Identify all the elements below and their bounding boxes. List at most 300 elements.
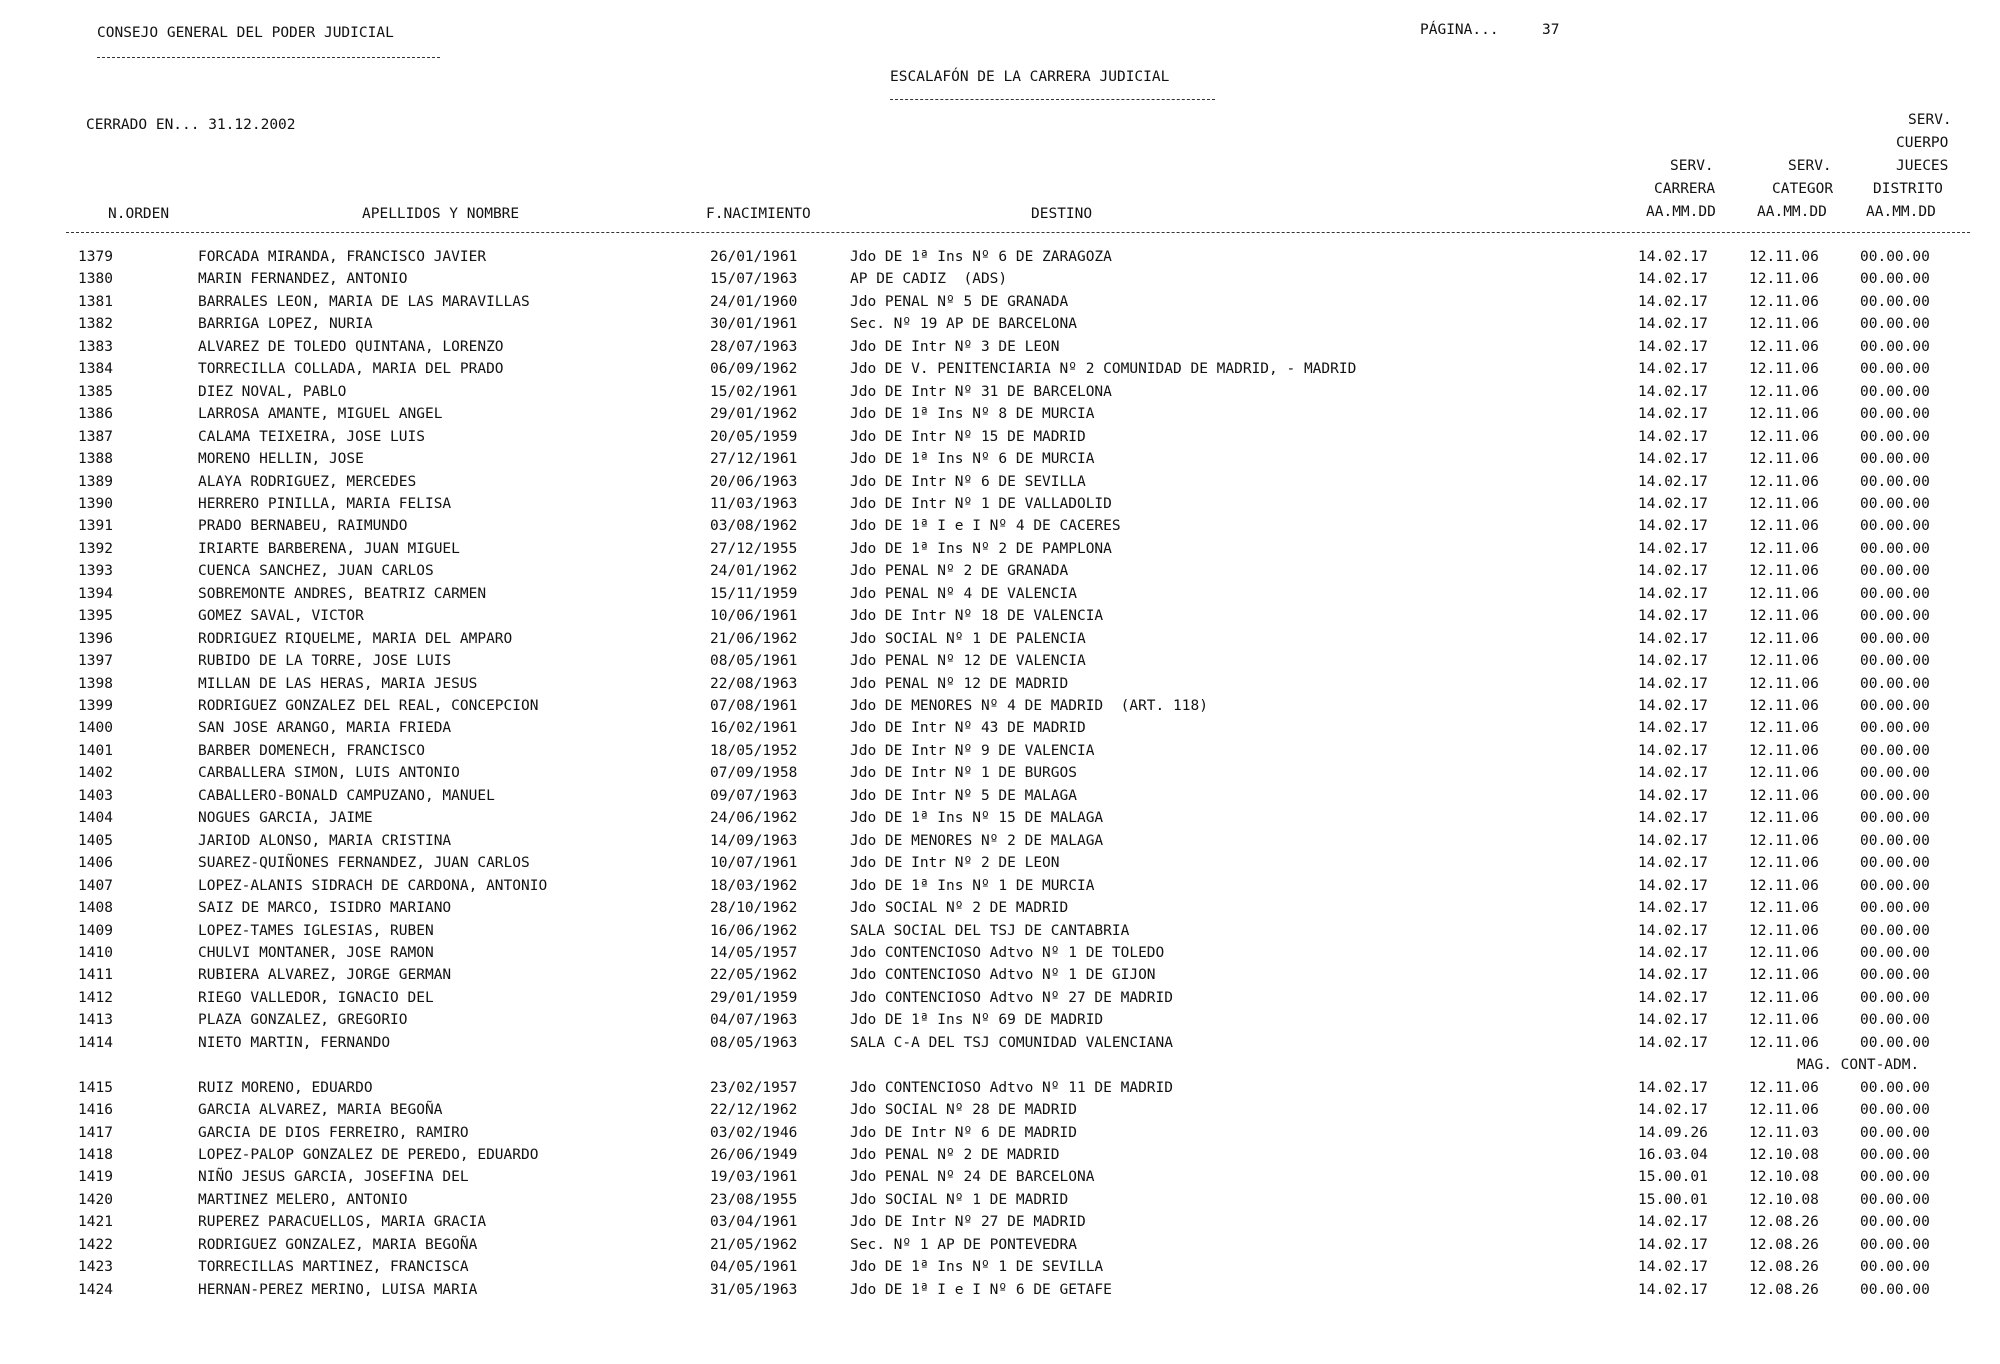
- row-name: RUBIDO DE LA TORRE, JOSE LUIS: [198, 653, 452, 670]
- row-serv-distrito: 00.00.00: [1860, 742, 1930, 759]
- row-name: RUBIERA ALVAREZ, JORGE GERMAN: [198, 967, 452, 984]
- row-name: GOMEZ SAVAL, VICTOR: [198, 608, 364, 625]
- row-serv-categor: 12.11.03: [1749, 1124, 1819, 1141]
- row-number: 1398: [78, 675, 113, 692]
- row-name: LOPEZ-ALANIS SIDRACH DE CARDONA, ANTONIO: [198, 877, 548, 894]
- row-birth-date: 08/05/1963: [710, 1034, 798, 1051]
- row-serv-categor: 12.11.06: [1749, 944, 1819, 961]
- row-serv-distrito: 00.00.00: [1860, 877, 1930, 894]
- row-serv-distrito: 00.00.00: [1860, 900, 1930, 917]
- row-serv-carrera: 14.02.17: [1638, 810, 1708, 827]
- row-birth-date: 15/11/1959: [710, 585, 798, 602]
- row-destination: Jdo DE Intr Nº 43 DE MADRID: [850, 720, 1086, 737]
- table-row: [0, 719, 2000, 737]
- row-serv-carrera: 14.02.17: [1638, 1281, 1708, 1298]
- row-destination: Jdo SOCIAL Nº 28 DE MADRID: [850, 1102, 1077, 1119]
- col-header-destino: DESTINO: [1031, 206, 1093, 222]
- row-serv-categor: 12.11.06: [1749, 1012, 1819, 1029]
- row-serv-distrito: 00.00.00: [1860, 1124, 1930, 1141]
- row-birth-date: 08/05/1961: [710, 653, 798, 670]
- row-destination: Jdo DE Intr Nº 2 DE LEON: [850, 855, 1060, 872]
- row-name: RODRIGUEZ GONZALEZ, MARIA BEGOÑA: [198, 1236, 478, 1253]
- row-number: 1396: [78, 630, 113, 647]
- row-destination: Jdo DE Intr Nº 1 DE VALLADOLID: [850, 495, 1112, 512]
- row-serv-distrito: 00.00.00: [1860, 1214, 1930, 1231]
- row-number: 1399: [78, 698, 113, 714]
- table-row: [0, 1034, 2000, 1074]
- row-serv-distrito: 00.00.00: [1860, 1079, 1930, 1096]
- row-serv-carrera: 14.02.17: [1638, 832, 1708, 849]
- row-serv-categor: 12.11.06: [1749, 271, 1819, 288]
- row-serv-distrito: 00.00.00: [1860, 495, 1930, 512]
- row-serv-carrera: 14.02.17: [1638, 720, 1708, 737]
- row-serv-distrito: 00.00.00: [1860, 810, 1930, 827]
- row-serv-categor: 12.08.26: [1749, 1214, 1819, 1231]
- table-row: [0, 293, 2000, 311]
- row-number: 1420: [78, 1191, 113, 1208]
- row-serv-categor: 12.11.06: [1749, 675, 1819, 692]
- organization-name: CONSEJO GENERAL DEL PODER JUDICIAL: [97, 25, 394, 41]
- row-note: MAG. CONT-ADM.: [1797, 1057, 1920, 1074]
- row-serv-distrito: 00.00.00: [1860, 271, 1930, 288]
- row-serv-carrera: 14.02.17: [1638, 316, 1708, 333]
- row-birth-date: 24/06/1962: [710, 810, 798, 827]
- row-serv-categor: 12.11.06: [1749, 1034, 1819, 1051]
- row-name: PLAZA GONZALEZ, GREGORIO: [198, 1012, 408, 1029]
- row-destination: Jdo DE 1ª Ins Nº 1 DE SEVILLA: [850, 1259, 1104, 1276]
- col-header-distrito-l4: DISTRITO: [1873, 181, 1943, 197]
- row-number: 1382: [78, 316, 113, 333]
- row-serv-carrera: 14.02.17: [1638, 338, 1708, 355]
- row-serv-carrera: 14.02.17: [1638, 698, 1708, 714]
- row-birth-date: 28/10/1962: [710, 900, 798, 917]
- row-serv-categor: 12.11.06: [1749, 1079, 1819, 1096]
- row-serv-distrito: 00.00.00: [1860, 540, 1930, 557]
- row-serv-carrera: 14.02.17: [1638, 383, 1708, 400]
- row-destination: Jdo SOCIAL Nº 2 DE MADRID: [850, 900, 1069, 917]
- table-row: [0, 787, 2000, 805]
- table-row: [0, 607, 2000, 625]
- row-name: LOPEZ-PALOP GONZALEZ DE PEREDO, EDUARDO: [198, 1147, 539, 1163]
- table-row: [0, 877, 2000, 895]
- table-row: [0, 944, 2000, 962]
- table-row: [0, 630, 2000, 648]
- row-birth-date: 09/07/1963: [710, 787, 798, 804]
- row-number: 1383: [78, 338, 113, 355]
- table-row: [0, 652, 2000, 670]
- row-serv-carrera: 14.02.17: [1638, 675, 1708, 692]
- row-serv-categor: 12.11.06: [1749, 608, 1819, 625]
- row-serv-carrera: 14.02.17: [1638, 1012, 1708, 1029]
- row-birth-date: 24/01/1962: [710, 563, 798, 580]
- row-name: GARCIA DE DIOS FERREIRO, RAMIRO: [198, 1124, 469, 1141]
- row-birth-date: 21/05/1962: [710, 1236, 798, 1253]
- row-serv-carrera: 14.02.17: [1638, 451, 1708, 468]
- title-underline: [890, 99, 1215, 100]
- row-serv-distrito: 00.00.00: [1860, 585, 1930, 602]
- row-serv-carrera: 15.00.01: [1638, 1191, 1708, 1208]
- row-number: 1388: [78, 451, 113, 468]
- row-serv-carrera: 15.00.01: [1638, 1169, 1708, 1186]
- col-header-categor-l3: AA.MM.DD: [1757, 204, 1827, 220]
- row-number: 1407: [78, 877, 113, 894]
- row-birth-date: 26/06/1949: [710, 1147, 798, 1163]
- row-serv-categor: 12.10.08: [1749, 1191, 1819, 1208]
- row-name: IRIARTE BARBERENA, JUAN MIGUEL: [198, 540, 460, 557]
- row-serv-distrito: 00.00.00: [1860, 1147, 1930, 1163]
- row-name: RODRIGUEZ RIQUELME, MARIA DEL AMPARO: [198, 630, 513, 647]
- row-serv-categor: 12.10.08: [1749, 1147, 1819, 1163]
- row-serv-categor: 12.11.06: [1749, 877, 1819, 894]
- row-serv-distrito: 00.00.00: [1860, 293, 1930, 310]
- row-serv-carrera: 14.02.17: [1638, 787, 1708, 804]
- row-serv-carrera: 14.09.26: [1638, 1124, 1708, 1141]
- row-serv-distrito: 00.00.00: [1860, 608, 1930, 625]
- col-header-nacimiento: F.NACIMIENTO: [706, 206, 811, 222]
- row-name: CALAMA TEIXEIRA, JOSE LUIS: [198, 428, 425, 445]
- row-number: 1414: [78, 1034, 113, 1051]
- row-serv-categor: 12.11.06: [1749, 630, 1819, 647]
- row-name: BARRIGA LOPEZ, NURIA: [198, 316, 373, 333]
- row-number: 1392: [78, 540, 113, 557]
- row-destination: Jdo DE 1ª Ins Nº 6 DE MURCIA: [850, 451, 1095, 468]
- row-number: 1397: [78, 653, 113, 670]
- row-name: HERNAN-PEREZ MERINO, LUISA MARIA: [198, 1281, 478, 1298]
- row-birth-date: 26/01/1961: [710, 249, 798, 265]
- row-serv-distrito: 00.00.00: [1860, 249, 1930, 265]
- table-row: [0, 248, 2000, 266]
- row-destination: Jdo CONTENCIOSO Adtvo Nº 11 DE MADRID: [850, 1079, 1174, 1096]
- row-number: 1389: [78, 473, 113, 490]
- row-serv-categor: 12.11.06: [1749, 563, 1819, 580]
- row-number: 1391: [78, 518, 113, 535]
- table-row: [0, 989, 2000, 1007]
- row-serv-distrito: 00.00.00: [1860, 944, 1930, 961]
- row-name: SUAREZ-QUIÑONES FERNANDEZ, JUAN CARLOS: [198, 855, 530, 872]
- row-serv-distrito: 00.00.00: [1860, 630, 1930, 647]
- row-destination: Jdo CONTENCIOSO Adtvo Nº 1 DE TOLEDO: [850, 944, 1165, 961]
- row-serv-carrera: 14.02.17: [1638, 249, 1708, 265]
- row-birth-date: 16/02/1961: [710, 720, 798, 737]
- row-birth-date: 31/05/1963: [710, 1281, 798, 1298]
- row-serv-distrito: 00.00.00: [1860, 1259, 1930, 1276]
- row-destination: SALA SOCIAL DEL TSJ DE CANTABRIA: [850, 922, 1130, 939]
- row-serv-carrera: 14.02.17: [1638, 1259, 1708, 1276]
- row-destination: Jdo PENAL Nº 5 DE GRANADA: [850, 293, 1069, 310]
- document-title: ESCALAFÓN DE LA CARRERA JUDICIAL: [890, 69, 1170, 85]
- row-name: RIEGO VALLEDOR, IGNACIO DEL: [198, 989, 434, 1006]
- row-number: 1423: [78, 1259, 113, 1276]
- table-row: [0, 270, 2000, 288]
- row-number: 1410: [78, 944, 113, 961]
- row-number: 1394: [78, 585, 113, 602]
- row-serv-carrera: 14.02.17: [1638, 1214, 1708, 1231]
- row-serv-distrito: 00.00.00: [1860, 316, 1930, 333]
- row-destination: Jdo DE Intr Nº 5 DE MALAGA: [850, 787, 1077, 804]
- row-serv-distrito: 00.00.00: [1860, 1169, 1930, 1186]
- row-destination: Sec. Nº 19 AP DE BARCELONA: [850, 316, 1077, 333]
- row-name: BARBER DOMENECH, FRANCISCO: [198, 742, 425, 759]
- col-header-orden: N.ORDEN: [108, 206, 170, 222]
- table-row: [0, 764, 2000, 782]
- table-row: [0, 1146, 2000, 1164]
- row-serv-carrera: 14.02.17: [1638, 765, 1708, 782]
- table-row: [0, 1124, 2000, 1142]
- row-destination: Jdo PENAL Nº 24 DE BARCELONA: [850, 1169, 1095, 1186]
- row-destination: Jdo DE Intr Nº 1 DE BURGOS: [850, 765, 1077, 782]
- row-serv-distrito: 00.00.00: [1860, 338, 1930, 355]
- row-serv-distrito: 00.00.00: [1860, 1034, 1930, 1051]
- row-birth-date: 14/09/1963: [710, 832, 798, 849]
- row-serv-categor: 12.11.06: [1749, 316, 1819, 333]
- row-destination: Jdo DE 1ª Ins Nº 69 DE MADRID: [850, 1012, 1104, 1029]
- row-serv-distrito: 00.00.00: [1860, 361, 1930, 378]
- row-birth-date: 22/05/1962: [710, 967, 798, 984]
- row-birth-date: 18/03/1962: [710, 877, 798, 894]
- row-birth-date: 23/02/1957: [710, 1079, 798, 1096]
- row-number: 1417: [78, 1124, 113, 1141]
- row-serv-categor: 12.11.06: [1749, 383, 1819, 400]
- col-header-distrito-l2: CUERPO: [1896, 135, 1949, 151]
- row-birth-date: 18/05/1952: [710, 742, 798, 759]
- table-row: [0, 1258, 2000, 1276]
- row-serv-carrera: 14.02.17: [1638, 563, 1708, 580]
- row-destination: Jdo DE 1ª Ins Nº 6 DE ZARAGOZA: [850, 249, 1112, 265]
- row-birth-date: 30/01/1961: [710, 316, 798, 333]
- row-serv-carrera: 14.02.17: [1638, 406, 1708, 423]
- row-name: CUENCA SANCHEZ, JUAN CARLOS: [198, 563, 434, 580]
- table-row: [0, 315, 2000, 333]
- col-header-nombre: APELLIDOS Y NOMBRE: [362, 206, 520, 222]
- row-birth-date: 10/06/1961: [710, 608, 798, 625]
- row-serv-categor: 12.10.08: [1749, 1169, 1819, 1186]
- row-destination: Jdo PENAL Nº 12 DE VALENCIA: [850, 653, 1086, 670]
- row-name: HERRERO PINILLA, MARIA FELISA: [198, 495, 452, 512]
- row-number: 1419: [78, 1169, 113, 1186]
- row-name: NOGUES GARCIA, JAIME: [198, 810, 373, 827]
- row-destination: Jdo SOCIAL Nº 1 DE PALENCIA: [850, 630, 1086, 647]
- row-destination: Jdo DE Intr Nº 3 DE LEON: [850, 338, 1060, 355]
- row-birth-date: 23/08/1955: [710, 1191, 798, 1208]
- row-destination: Jdo DE 1ª Ins Nº 2 DE PAMPLONA: [850, 540, 1112, 557]
- table-row: [0, 899, 2000, 917]
- row-name: FORCADA MIRANDA, FRANCISCO JAVIER: [198, 249, 487, 265]
- row-serv-distrito: 00.00.00: [1860, 765, 1930, 782]
- org-underline: [97, 57, 440, 58]
- row-serv-carrera: 14.02.17: [1638, 900, 1708, 917]
- row-serv-categor: 12.11.06: [1749, 720, 1819, 737]
- row-birth-date: 03/02/1946: [710, 1124, 798, 1141]
- table-row: [0, 1011, 2000, 1029]
- row-serv-distrito: 00.00.00: [1860, 720, 1930, 737]
- row-birth-date: 27/12/1961: [710, 451, 798, 468]
- col-header-distrito-l1: SERV.: [1908, 112, 1952, 128]
- row-number: 1403: [78, 787, 113, 804]
- table-row: [0, 922, 2000, 940]
- row-birth-date: 20/06/1963: [710, 473, 798, 490]
- row-serv-carrera: 14.02.17: [1638, 540, 1708, 557]
- row-birth-date: 15/07/1963: [710, 271, 798, 288]
- table-row: [0, 1236, 2000, 1254]
- row-destination: Jdo DE 1ª Ins Nº 8 DE MURCIA: [850, 406, 1095, 423]
- page-number: 37: [1542, 22, 1560, 38]
- row-number: 1402: [78, 765, 113, 782]
- row-serv-categor: 12.11.06: [1749, 406, 1819, 423]
- row-birth-date: 04/05/1961: [710, 1259, 798, 1276]
- row-name: ALVAREZ DE TOLEDO QUINTANA, LORENZO: [198, 338, 504, 355]
- row-number: 1421: [78, 1214, 113, 1231]
- header-separator: [66, 232, 1970, 233]
- row-birth-date: 29/01/1959: [710, 989, 798, 1006]
- row-destination: Jdo DE Intr Nº 6 DE MADRID: [850, 1124, 1077, 1141]
- table-row: [0, 562, 2000, 580]
- row-serv-carrera: 14.02.17: [1638, 989, 1708, 1006]
- row-number: 1401: [78, 742, 113, 759]
- row-serv-distrito: 00.00.00: [1860, 473, 1930, 490]
- row-serv-categor: 12.11.06: [1749, 787, 1819, 804]
- row-serv-distrito: 00.00.00: [1860, 698, 1930, 714]
- row-number: 1406: [78, 855, 113, 872]
- row-serv-distrito: 00.00.00: [1860, 1236, 1930, 1253]
- row-serv-categor: 12.11.06: [1749, 765, 1819, 782]
- table-row: [0, 338, 2000, 356]
- row-name: TORRECILLAS MARTINEZ, FRANCISCA: [198, 1259, 469, 1276]
- row-birth-date: 24/01/1960: [710, 293, 798, 310]
- row-number: 1387: [78, 428, 113, 445]
- row-serv-distrito: 00.00.00: [1860, 383, 1930, 400]
- table-row: [0, 517, 2000, 535]
- table-row: [0, 360, 2000, 378]
- row-destination: Jdo DE MENORES Nº 2 DE MALAGA: [850, 832, 1104, 849]
- table-row: [0, 1213, 2000, 1231]
- row-birth-date: 21/06/1962: [710, 630, 798, 647]
- row-serv-categor: 12.11.06: [1749, 1102, 1819, 1119]
- row-birth-date: 20/05/1959: [710, 428, 798, 445]
- row-serv-carrera: 14.02.17: [1638, 585, 1708, 602]
- row-birth-date: 04/07/1963: [710, 1012, 798, 1029]
- table-row: [0, 1079, 2000, 1097]
- table-row: [0, 495, 2000, 513]
- row-serv-distrito: 00.00.00: [1860, 855, 1930, 872]
- table-row: [0, 697, 2000, 715]
- row-serv-distrito: 00.00.00: [1860, 1191, 1930, 1208]
- row-birth-date: 07/08/1961: [710, 698, 798, 714]
- row-serv-carrera: 14.02.17: [1638, 967, 1708, 984]
- row-serv-distrito: 00.00.00: [1860, 675, 1930, 692]
- table-row: [0, 675, 2000, 693]
- table-row: [0, 383, 2000, 401]
- row-serv-carrera: 14.02.17: [1638, 428, 1708, 445]
- row-destination: SALA C-A DEL TSJ COMUNIDAD VALENCIANA: [850, 1034, 1174, 1051]
- row-serv-distrito: 00.00.00: [1860, 832, 1930, 849]
- row-serv-categor: 12.08.26: [1749, 1259, 1819, 1276]
- table-row: [0, 428, 2000, 446]
- table-row: [0, 742, 2000, 760]
- row-destination: Jdo DE 1ª I e I Nº 4 DE CACERES: [850, 518, 1121, 535]
- row-birth-date: 11/03/1963: [710, 495, 798, 512]
- col-header-categor-l1: SERV.: [1788, 158, 1832, 174]
- row-destination: Jdo DE Intr Nº 6 DE SEVILLA: [850, 473, 1086, 490]
- row-name: NIETO MARTIN, FERNANDO: [198, 1034, 391, 1051]
- row-number: 1395: [78, 608, 113, 625]
- table-row: [0, 832, 2000, 850]
- row-serv-carrera: 14.02.17: [1638, 361, 1708, 378]
- row-birth-date: 29/01/1962: [710, 406, 798, 423]
- row-birth-date: 10/07/1961: [710, 855, 798, 872]
- row-serv-categor: 12.11.06: [1749, 338, 1819, 355]
- row-destination: Jdo PENAL Nº 4 DE VALENCIA: [850, 585, 1077, 602]
- row-serv-distrito: 00.00.00: [1860, 563, 1930, 580]
- row-number: 1416: [78, 1102, 113, 1119]
- row-birth-date: 14/05/1957: [710, 944, 798, 961]
- row-birth-date: 06/09/1962: [710, 361, 798, 378]
- row-serv-categor: 12.11.06: [1749, 967, 1819, 984]
- table-row: [0, 854, 2000, 872]
- row-name: PRADO BERNABEU, RAIMUNDO: [198, 518, 408, 535]
- row-name: MORENO HELLIN, JOSE: [198, 451, 364, 468]
- row-serv-categor: 12.11.06: [1749, 249, 1819, 265]
- row-serv-distrito: 00.00.00: [1860, 1281, 1930, 1298]
- table-row: [0, 450, 2000, 468]
- row-destination: AP DE CADIZ (ADS): [850, 271, 1008, 288]
- row-destination: Jdo DE Intr Nº 18 DE VALENCIA: [850, 608, 1104, 625]
- row-serv-categor: 12.11.06: [1749, 810, 1819, 827]
- row-serv-carrera: 14.02.17: [1638, 293, 1708, 310]
- row-name: DIEZ NOVAL, PABLO: [198, 383, 347, 400]
- row-serv-carrera: 14.02.17: [1638, 1102, 1708, 1119]
- row-serv-categor: 12.11.06: [1749, 585, 1819, 602]
- table-row: [0, 1191, 2000, 1209]
- row-serv-categor: 12.08.26: [1749, 1236, 1819, 1253]
- row-birth-date: 03/08/1962: [710, 518, 798, 535]
- row-destination: Jdo PENAL Nº 12 DE MADRID: [850, 675, 1069, 692]
- row-number: 1408: [78, 900, 113, 917]
- table-row: [0, 585, 2000, 603]
- row-destination: Jdo CONTENCIOSO Adtvo Nº 27 DE MADRID: [850, 989, 1174, 1006]
- row-number: 1422: [78, 1236, 113, 1253]
- row-serv-categor: 12.11.06: [1749, 361, 1819, 378]
- row-serv-carrera: 14.02.17: [1638, 742, 1708, 759]
- row-number: 1384: [78, 361, 113, 378]
- row-birth-date: 07/09/1958: [710, 765, 798, 782]
- col-header-carrera-l2: CARRERA: [1654, 181, 1716, 197]
- row-serv-distrito: 00.00.00: [1860, 428, 1930, 445]
- table-row: [0, 1101, 2000, 1119]
- row-serv-categor: 12.11.06: [1749, 473, 1819, 490]
- row-serv-categor: 12.11.06: [1749, 540, 1819, 557]
- row-name: MILLAN DE LAS HERAS, MARIA JESUS: [198, 675, 478, 692]
- row-serv-distrito: 00.00.00: [1860, 451, 1930, 468]
- row-serv-categor: 12.11.06: [1749, 451, 1819, 468]
- row-name: SAN JOSE ARANGO, MARIA FRIEDA: [198, 720, 452, 737]
- row-destination: Jdo CONTENCIOSO Adtvo Nº 1 DE GIJON: [850, 967, 1156, 984]
- row-name: BARRALES LEON, MARIA DE LAS MARAVILLAS: [198, 293, 530, 310]
- row-birth-date: 22/12/1962: [710, 1102, 798, 1119]
- row-serv-carrera: 14.02.17: [1638, 1236, 1708, 1253]
- row-name: RUIZ MORENO, EDUARDO: [198, 1079, 373, 1096]
- col-header-distrito-l5: AA.MM.DD: [1866, 204, 1936, 220]
- row-serv-categor: 12.11.06: [1749, 832, 1819, 849]
- row-serv-distrito: 00.00.00: [1860, 1012, 1930, 1029]
- row-serv-carrera: 16.03.04: [1638, 1147, 1708, 1163]
- row-birth-date: 19/03/1961: [710, 1169, 798, 1186]
- table-row: [0, 1168, 2000, 1186]
- row-destination: Jdo DE Intr Nº 9 DE VALENCIA: [850, 742, 1095, 759]
- row-serv-distrito: 00.00.00: [1860, 518, 1930, 535]
- row-destination: Jdo DE Intr Nº 27 DE MADRID: [850, 1214, 1086, 1231]
- row-number: 1400: [78, 720, 113, 737]
- col-header-distrito-l3: JUECES: [1896, 158, 1949, 174]
